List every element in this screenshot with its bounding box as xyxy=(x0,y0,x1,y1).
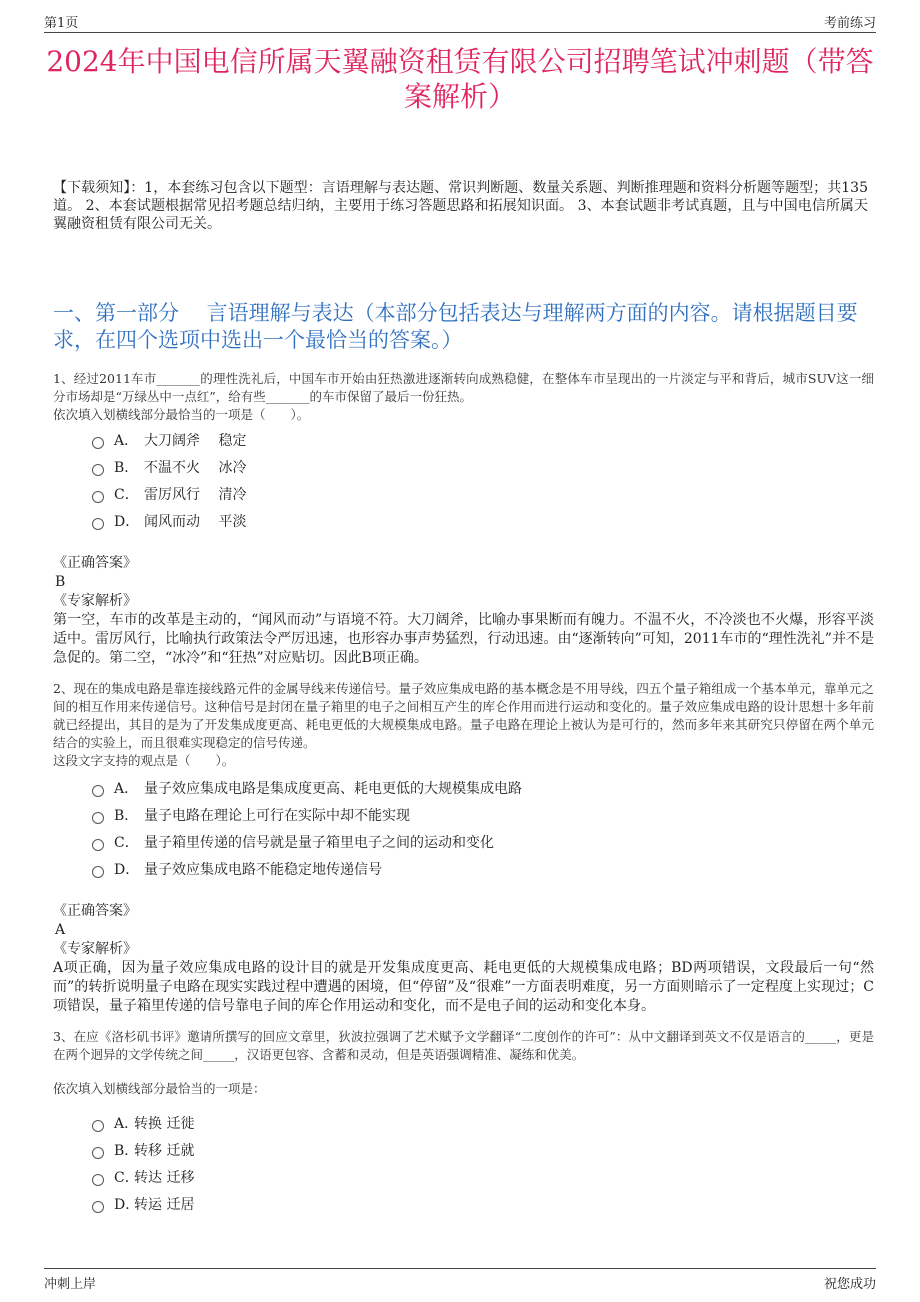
radio-icon[interactable] xyxy=(92,812,104,824)
radio-icon[interactable] xyxy=(92,839,104,851)
option-d[interactable] xyxy=(92,1190,692,1217)
option-text: 大刀阔斧 稳定 xyxy=(144,432,247,449)
option-d[interactable] xyxy=(92,855,692,882)
option-b[interactable] xyxy=(92,453,692,480)
radio-icon[interactable] xyxy=(92,1147,104,1159)
question-stem: 1、经过2011车市_______的理性洗礼后，中国车市开始由狂热激进逐渐转向成熟稳健，在整体车市呈现出的一片淡定与平和背后，城市SUV这一细分市场却是“万绿丛中一点红”，给有些_______的车市保留了最后一份狂热。 xyxy=(53,371,874,404)
option-text: 量子效应集成电路不能稳定地传递信号 xyxy=(144,861,382,878)
option-text: 量子箱里传递的信号就是量子箱里电子之间的运动和变化 xyxy=(144,834,494,851)
document-title: 2024年中国电信所属天翼融资租赁有限公司招聘笔试冲刺题（带答案解析） xyxy=(46,45,874,113)
option-c[interactable] xyxy=(92,828,692,855)
explanation-label: 《专家解析》 xyxy=(53,593,137,609)
download-notice: 【下载须知】：1，本套练习包含以下题型：言语理解与表达题、常识判断题、数量关系题、判断推理题和资料分析题等题型；共135道。 2、本套试题根据常见招考题总结归纳，主要用于练习答题思路和拓展知识面。 3、本套试题非考试真题，且与中国电信所属天翼融资租赁有限公司无关。 xyxy=(53,180,868,232)
question-1-answer-block xyxy=(53,554,874,668)
option-a[interactable] xyxy=(92,1109,692,1136)
option-letter: D． xyxy=(114,861,140,878)
question-prompt: 这段文字支持的观点是（ ）。 xyxy=(53,753,235,768)
explanation-label: 《专家解析》 xyxy=(53,941,137,957)
radio-icon[interactable] xyxy=(92,1120,104,1132)
question-prompt: 依次填入划横线部分最恰当的一项是（ ）。 xyxy=(53,407,310,422)
option-b[interactable] xyxy=(92,1136,692,1163)
question-3-options xyxy=(92,1109,692,1217)
radio-icon[interactable] xyxy=(92,785,104,797)
page-footer xyxy=(44,1268,876,1299)
option-letter: D． xyxy=(114,513,140,530)
radio-icon[interactable] xyxy=(92,491,104,503)
page-number: 第1页 xyxy=(44,16,79,31)
option-letter: B． xyxy=(114,807,139,824)
section-title: 一、第一部分 言语理解与表达（本部分包括表达与理解两方面的内容。请根据题目要求，在四个选项中选出一个最恰当的答案。） xyxy=(53,301,858,352)
option-text: 转运 迁居 xyxy=(134,1196,195,1213)
radio-icon[interactable] xyxy=(92,437,104,449)
question-3-stem-block xyxy=(53,1028,874,1098)
option-letter: C． xyxy=(114,1169,139,1186)
radio-icon[interactable] xyxy=(92,1201,104,1213)
option-c[interactable] xyxy=(92,480,692,507)
question-prompt: 依次填入划横线部分最恰当的一项是： xyxy=(53,1081,266,1096)
footer-right-text: 祝您成功 xyxy=(823,1277,876,1292)
question-stem: 3、在应《洛杉矶书评》邀请所撰写的回应文章里，狄波拉强调了艺术赋予文学翻译“二度创作的许可”：从中文翻译到英文不仅是语言的_____，更是在两个迥异的文学传统之间_____，汉语更包容、含蓄和灵动，但是英语强调精准、凝练和优美。 xyxy=(53,1029,874,1062)
page-header xyxy=(44,0,876,33)
option-letter: B． xyxy=(114,1142,139,1159)
option-letter: A． xyxy=(114,780,139,797)
option-text: 量子电路在理论上可行在实际中却不能实现 xyxy=(144,807,410,824)
option-text: 雷厉风行 清冷 xyxy=(144,486,247,503)
option-d[interactable] xyxy=(92,507,692,534)
option-text: 转换 迁徙 xyxy=(134,1115,195,1132)
option-letter: A． xyxy=(114,1115,139,1132)
correct-answer: A xyxy=(55,922,66,938)
option-c[interactable] xyxy=(92,1163,692,1190)
correct-answer: B xyxy=(55,574,66,590)
question-stem: 2、现在的集成电路是靠连接线路元件的金属导线来传递信号。量子效应集成电路的基本概念是不用导线，四五个量子箱组成一个基本单元，靠单元之间的相互作用来传递信号。这种信号是封闭在量子箱里的电子之间相互产生的库仑作用而进行运动和变化的。量子效应集成电路的设计思想十多年前就已经提出，其目的是为了开发集成度更高、耗电更低的大规模集成电路。量子电路在理论上被认为是可行的，然而多年来其研究只停留在两个单元结合的实验上，而且很难实现稳定的信号传递。 xyxy=(53,681,874,750)
explanation-text: A项正确，因为量子效应集成电路的设计目的就是开发集成度更高、耗电更低的大规模集成电路；BD两项错误，文段最后一句“然而”的转折说明量子电路在现实实践过程中遭遇的困境，但“停留”及“很难”一方面表明难度，另一方面则暗示了一定程度上实现过；C项错误，量子箱里传递的信号靠电子间的库仑作用运动和变化，而不是电子间的运动和变化本身。 xyxy=(53,960,874,1014)
footer-left-text: 冲刺上岸 xyxy=(44,1277,97,1292)
option-text: 不温不火 冰冷 xyxy=(144,459,247,476)
option-a[interactable] xyxy=(92,774,692,801)
option-letter: C． xyxy=(114,834,139,851)
option-text: 转移 迁就 xyxy=(134,1142,195,1159)
option-letter: D． xyxy=(114,1196,140,1213)
radio-icon[interactable] xyxy=(92,1174,104,1186)
option-text: 量子效应集成电路是集成度更高、耗电更低的大规模集成电路 xyxy=(144,780,522,797)
answer-label: 《正确答案》 xyxy=(53,555,137,571)
question-1-options xyxy=(92,426,692,534)
option-b[interactable] xyxy=(92,801,692,828)
radio-icon[interactable] xyxy=(92,464,104,476)
question-2-stem-block xyxy=(53,680,874,770)
option-text: 闻风而动 平淡 xyxy=(144,513,247,530)
option-letter: C． xyxy=(114,486,139,503)
question-2-options xyxy=(92,774,692,882)
question-1-stem-block xyxy=(53,370,874,424)
question-2-answer-block xyxy=(53,902,874,1016)
option-a[interactable] xyxy=(92,426,692,453)
radio-icon[interactable] xyxy=(92,518,104,530)
header-tag: 考前练习 xyxy=(823,16,876,31)
radio-icon[interactable] xyxy=(92,866,104,878)
option-letter: A． xyxy=(114,432,139,449)
option-text: 转达 迁移 xyxy=(134,1169,195,1186)
explanation-text: 第一空，车市的改革是主动的，“闻风而动”与语境不符。大刀阔斧，比喻办事果断而有魄力。不温不火，不冷淡也不火爆，形容平淡适中。雷厉风行，比喻执行政策法令严厉迅速，也形容办事声势猛烈，行动迅速。由“逐渐转向”可知，2011车市的“理性洗礼”并不是急促的。第二空，“冰冷”和“狂热”对应贴切。因此B项正确。 xyxy=(53,612,874,666)
option-letter: B． xyxy=(114,459,139,476)
answer-label: 《正确答案》 xyxy=(53,903,137,919)
